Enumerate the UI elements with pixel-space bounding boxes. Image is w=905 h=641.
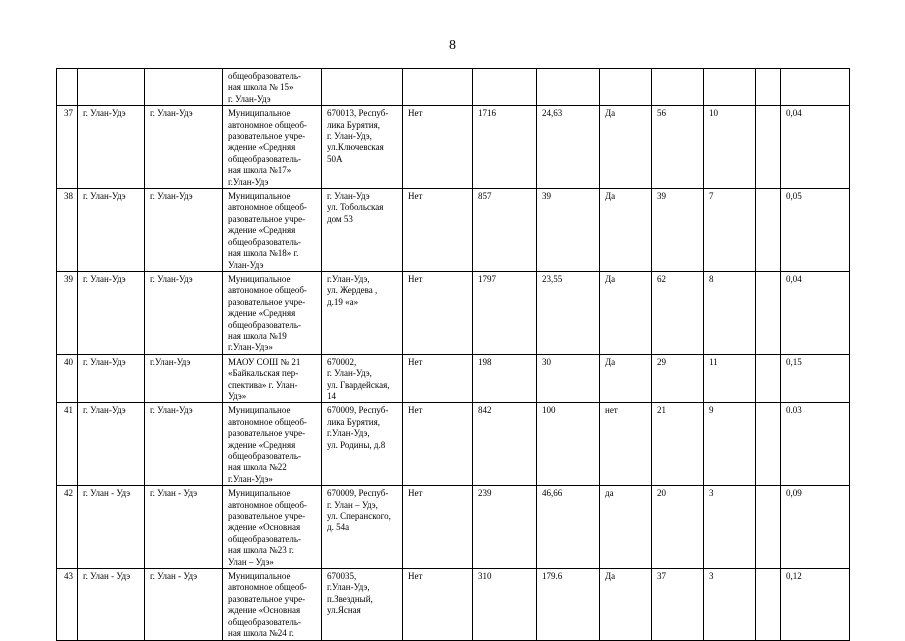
cell-text-line: ул.Ясная — [327, 605, 361, 616]
cell-text-line: Удэ» — [228, 390, 247, 401]
cell-text-line: г.Улан-Удэ, — [327, 273, 370, 284]
table-row — [57, 403, 850, 486]
count-cell — [473, 569, 537, 640]
cell-text-line: 37 — [657, 571, 666, 582]
address-cell — [322, 569, 403, 640]
cell-text-line: Муниципальное — [228, 488, 291, 499]
region-cell — [78, 354, 145, 403]
ratio-cell — [781, 106, 850, 189]
ratio-cell — [781, 569, 850, 640]
cell-text-line: 0,04 — [786, 108, 802, 119]
cell-text-line: д. 54а — [327, 522, 350, 533]
num-cell-b — [704, 189, 756, 272]
cell-text-line: г. Улан-Удэ — [327, 191, 370, 202]
cell-text-line: Нет — [408, 571, 423, 582]
cell-text-line: г. Улан - Удэ — [150, 488, 198, 499]
cell-text-line: 24,63 — [542, 108, 563, 119]
cell-text-line: ная школа №22 — [228, 462, 287, 473]
cell-text-line: общеобразователь- — [228, 71, 301, 81]
cell-text-line: Муниципальное — [228, 571, 291, 582]
cell-text-line: 62 — [657, 273, 666, 284]
cell-text-line: 41 — [64, 405, 73, 416]
cell-text-line: Нет — [408, 273, 423, 284]
cell-text-line: ждение «Основная — [228, 522, 301, 533]
count-cell — [473, 189, 537, 272]
cell-text-line: г. Улан-Удэ — [150, 405, 193, 416]
value-cell — [537, 569, 600, 640]
table-row — [57, 569, 850, 640]
cell-text-line: ная школа №19 — [228, 330, 287, 341]
ratio-cell — [781, 403, 850, 486]
region-cell — [78, 69, 145, 106]
cell-text-line: 179.6 — [542, 571, 563, 582]
cell-text-line: разовательное учре- — [228, 593, 306, 604]
yes-no-cell — [600, 189, 652, 272]
row-number — [57, 271, 78, 354]
cell-text-line: г. Улан-Удэ — [150, 191, 193, 202]
cell-text-line: ул. Сперанского, — [327, 511, 391, 522]
school-name-cell — [223, 69, 322, 106]
num-cell-a — [652, 271, 704, 354]
cell-text-line: ждение «Средняя — [228, 225, 296, 236]
empty-cell — [756, 354, 781, 403]
cell-text-line: ная школа №24 г. — [228, 628, 294, 639]
cell-text-line: да — [605, 488, 614, 499]
row-number — [57, 354, 78, 403]
cell-text-line: ждение «Средняя — [228, 439, 296, 450]
municipality-cell — [145, 69, 223, 106]
address-cell — [322, 486, 403, 569]
value-cell — [537, 271, 600, 354]
num-cell-b — [704, 403, 756, 486]
cell-text-line: 38 — [64, 191, 73, 202]
cell-text-line: ул. Тобольская — [327, 202, 384, 213]
cell-text-line: автономное общеоб- — [228, 582, 307, 593]
cell-text-line: 39 — [657, 191, 666, 202]
ratio-cell — [781, 69, 850, 106]
value-cell — [537, 69, 600, 106]
school-name-cell — [223, 569, 322, 640]
cell-text-line: 10 — [709, 108, 718, 119]
cell-text-line: г. Улан-Удэ — [83, 108, 126, 119]
region-cell — [78, 569, 145, 640]
cell-text-line: г.Улан-Удэ» — [228, 342, 273, 353]
cell-text-line: автономное общеоб- — [228, 285, 307, 296]
cell-text-line: Нет — [408, 488, 423, 499]
num-cell-b — [704, 569, 756, 640]
cell-text-line: ная школа №23 г. — [228, 545, 294, 556]
num-cell-a — [652, 403, 704, 486]
cell-text-line: Нет — [408, 108, 423, 119]
cell-text-line: д.19 «а» — [327, 296, 359, 307]
municipality-cell — [145, 569, 223, 640]
num-cell-a — [652, 106, 704, 189]
cell-text-line: нет — [605, 405, 618, 416]
cell-text-line: г. Улан-Удэ — [83, 356, 126, 367]
empty-cell — [756, 69, 781, 106]
cell-text-line: 23,55 — [542, 273, 563, 284]
cell-text-line: разовательное учре- — [228, 428, 306, 439]
cell-text-line: 0,04 — [786, 273, 802, 284]
cell-text-line: ул.Ключевская — [327, 142, 384, 153]
cell-text-line: 8 — [709, 273, 714, 284]
row-number — [57, 189, 78, 272]
cell-text-line: Да — [605, 191, 616, 202]
empty-cell — [756, 403, 781, 486]
cell-text-line: разовательное учре- — [228, 213, 306, 224]
cell-text-line: 0,12 — [786, 571, 802, 582]
school-name-cell — [223, 189, 322, 272]
cell-text-line: 0,09 — [786, 488, 802, 499]
cell-text-line: Нет — [408, 405, 423, 416]
value-cell — [537, 354, 600, 403]
num-cell-a — [652, 354, 704, 403]
num-cell-a — [652, 486, 704, 569]
cell-text-line: «Байкальская пер- — [228, 368, 299, 379]
cell-text-line: Муниципальное — [228, 405, 291, 416]
cell-text-line: 0,05 — [786, 191, 802, 202]
table-row — [57, 69, 850, 106]
ratio-cell — [781, 354, 850, 403]
cell-text-line: 670035, — [327, 571, 357, 582]
address-cell — [322, 69, 403, 106]
cell-text-line: спектива» г. Улан- — [228, 379, 298, 390]
cell-text-line: 30 — [542, 356, 551, 367]
cell-text-line: автономное общеоб- — [228, 499, 307, 510]
cell-text-line: 11 — [709, 356, 718, 367]
cell-text-line: общеобразователь- — [228, 533, 301, 544]
region-cell — [78, 189, 145, 272]
cell-text-line: г. Улан-Удэ — [150, 273, 193, 284]
cell-text-line: 1716 — [478, 108, 496, 119]
empty-cell — [756, 106, 781, 189]
cell-text-line: 29 — [657, 356, 666, 367]
cell-text-line: г.Улан-Удэ» — [228, 473, 273, 484]
schools-table — [56, 68, 850, 641]
cell-text-line: общеобразователь- — [228, 236, 301, 247]
num-cell-a — [652, 69, 704, 106]
cell-text-line: г. Улан-Удэ — [83, 405, 126, 416]
empty-cell — [756, 486, 781, 569]
cell-text-line: 39 — [542, 191, 551, 202]
cell-text-line: 39 — [64, 273, 73, 284]
table-row — [57, 106, 850, 189]
table-row — [57, 354, 850, 403]
cell-text-line: Муниципальное — [228, 108, 291, 119]
cell-text-line: г. Улан-Удэ — [83, 191, 126, 202]
table-row — [57, 486, 850, 569]
cell-text-line: 198 — [478, 356, 492, 367]
cell-text-line: 20 — [657, 488, 666, 499]
cell-text-line: Нет — [408, 356, 423, 367]
cell-text-line: разовательное учре- — [228, 296, 306, 307]
flag-cell — [403, 486, 473, 569]
flag-cell — [403, 271, 473, 354]
cell-text-line: 14 — [327, 390, 336, 401]
address-cell — [322, 189, 403, 272]
cell-text-line: автономное общеоб- — [228, 202, 307, 213]
address-cell — [322, 271, 403, 354]
flag-cell — [403, 189, 473, 272]
count-cell — [473, 486, 537, 569]
cell-text-line: ждение «Средняя — [228, 142, 296, 153]
region-cell — [78, 106, 145, 189]
cell-text-line: разовательное учре- — [228, 131, 306, 142]
yes-no-cell — [600, 486, 652, 569]
cell-text-line: лика Бурятия, — [327, 416, 381, 427]
cell-text-line: г. Улан-Удэ, — [327, 368, 372, 379]
region-cell — [78, 486, 145, 569]
cell-text-line: 670002, — [327, 356, 357, 367]
empty-cell — [756, 569, 781, 640]
cell-text-line: 50А — [327, 153, 343, 164]
municipality-cell — [145, 354, 223, 403]
cell-text-line: 100 — [542, 405, 556, 416]
cell-text-line: Муниципальное — [228, 191, 291, 202]
row-number — [57, 569, 78, 640]
municipality-cell — [145, 403, 223, 486]
cell-text-line: Да — [605, 273, 616, 284]
address-cell — [322, 403, 403, 486]
ratio-cell — [781, 271, 850, 354]
num-cell-b — [704, 106, 756, 189]
cell-text-line: автономное общеоб- — [228, 416, 307, 427]
cell-text-line: общеобразователь- — [228, 616, 301, 627]
school-name-cell — [223, 106, 322, 189]
count-cell — [473, 69, 537, 106]
cell-text-line: 3 — [709, 571, 714, 582]
cell-text-line: ждение «Основная — [228, 605, 301, 616]
cell-text-line: 857 — [478, 191, 492, 202]
cell-text-line: разовательное учре- — [228, 511, 306, 522]
page-number: 8 — [449, 38, 456, 53]
yes-no-cell — [600, 403, 652, 486]
cell-text-line: г.Улан-Удэ — [150, 356, 191, 367]
cell-text-line: лика Бурятия, — [327, 119, 381, 130]
row-number — [57, 106, 78, 189]
cell-text-line: 42 — [64, 488, 73, 499]
cell-text-line: 310 — [478, 571, 492, 582]
cell-text-line: 670009, Респуб- — [327, 488, 389, 499]
cell-text-line: 40 — [64, 356, 73, 367]
cell-text-line: 7 — [709, 191, 714, 202]
cell-text-line: дом 53 — [327, 213, 353, 224]
num-cell-a — [652, 569, 704, 640]
cell-text-line: Да — [605, 108, 616, 119]
yes-no-cell — [600, 569, 652, 640]
flag-cell — [403, 403, 473, 486]
cell-text-line: 9 — [709, 405, 714, 416]
school-name-cell — [223, 354, 322, 403]
cell-text-line: г.Улан-Удэ, — [327, 428, 370, 439]
municipality-cell — [145, 486, 223, 569]
region-cell — [78, 403, 145, 486]
flag-cell — [403, 569, 473, 640]
cell-text-line: ная школа № 15» — [228, 82, 294, 93]
cell-text-line: Муниципальное — [228, 273, 291, 284]
flag-cell — [403, 69, 473, 106]
cell-text-line: общеобразователь- — [228, 153, 301, 164]
municipality-cell — [145, 271, 223, 354]
cell-text-line: 3 — [709, 488, 714, 499]
ratio-cell — [781, 486, 850, 569]
municipality-cell — [145, 189, 223, 272]
address-cell — [322, 354, 403, 403]
cell-text-line: г. Улан-Удэ — [228, 93, 271, 104]
cell-text-line: МАОУ СОШ № 21 — [228, 356, 301, 367]
cell-text-line: г.Улан-Удэ, — [327, 582, 370, 593]
yes-no-cell — [600, 354, 652, 403]
empty-cell — [756, 271, 781, 354]
num-cell-b — [704, 354, 756, 403]
count-cell — [473, 271, 537, 354]
cell-text-line: 56 — [657, 108, 666, 119]
value-cell — [537, 189, 600, 272]
cell-text-line: г. Улан – Удэ, — [327, 499, 378, 510]
row-number — [57, 69, 78, 106]
cell-text-line: Улан – Удэ» — [228, 556, 274, 567]
cell-text-line: 670009, Респуб- — [327, 405, 389, 416]
cell-text-line: г. Улан-Удэ — [150, 108, 193, 119]
cell-text-line: ул. Гвардейская, — [327, 379, 390, 390]
num-cell-a — [652, 189, 704, 272]
cell-text-line: 46,66 — [542, 488, 563, 499]
cell-text-line: г. Улан-Удэ, — [327, 131, 372, 142]
cell-text-line: 842 — [478, 405, 492, 416]
address-cell — [322, 106, 403, 189]
table-row — [57, 271, 850, 354]
yes-no-cell — [600, 106, 652, 189]
count-cell — [473, 403, 537, 486]
num-cell-b — [704, 486, 756, 569]
cell-text-line: Улан-Удэ — [228, 259, 264, 270]
cell-text-line: общеобразователь- — [228, 319, 301, 330]
yes-no-cell — [600, 69, 652, 106]
flag-cell — [403, 106, 473, 189]
cell-text-line: 0.03 — [786, 405, 802, 416]
school-name-cell — [223, 486, 322, 569]
cell-text-line: ная школа №17» — [228, 165, 292, 176]
cell-text-line: 43 — [64, 571, 73, 582]
cell-text-line: 239 — [478, 488, 492, 499]
ratio-cell — [781, 189, 850, 272]
region-cell — [78, 271, 145, 354]
num-cell-b — [704, 271, 756, 354]
cell-text-line: автономное общеоб- — [228, 119, 307, 130]
cell-text-line: 0,15 — [786, 356, 802, 367]
value-cell — [537, 403, 600, 486]
cell-text-line: 21 — [657, 405, 666, 416]
row-number — [57, 486, 78, 569]
cell-text-line: ул. Жердева , — [327, 285, 378, 296]
cell-text-line: Да — [605, 356, 616, 367]
cell-text-line: п.Звездный, — [327, 593, 373, 604]
yes-no-cell — [600, 271, 652, 354]
school-name-cell — [223, 271, 322, 354]
cell-text-line: Да — [605, 571, 616, 582]
cell-text-line: общеобразователь- — [228, 451, 301, 461]
cell-text-line: г. Улан - Удэ — [83, 571, 131, 582]
flag-cell — [403, 354, 473, 403]
table-row — [57, 189, 850, 272]
cell-text-line: 670013, Респуб- — [327, 108, 389, 119]
cell-text-line: Нет — [408, 191, 423, 202]
table-body — [57, 69, 850, 641]
cell-text-line: 1797 — [478, 273, 496, 284]
cell-text-line: г. Улан-Удэ — [83, 273, 126, 284]
num-cell-b — [704, 69, 756, 106]
row-number — [57, 403, 78, 486]
value-cell — [537, 106, 600, 189]
cell-text-line: 37 — [64, 108, 73, 119]
cell-text-line: ная школа №18» г. — [228, 248, 299, 259]
cell-text-line: г.Улан-Удэ — [228, 176, 269, 187]
value-cell — [537, 486, 600, 569]
count-cell — [473, 106, 537, 189]
municipality-cell — [145, 106, 223, 189]
empty-cell — [756, 189, 781, 272]
cell-text-line: ул. Родины, д.8 — [327, 439, 386, 450]
school-name-cell — [223, 403, 322, 486]
cell-text-line: ждение «Средняя — [228, 308, 296, 319]
count-cell — [473, 354, 537, 403]
cell-text-line: г. Улан - Удэ — [150, 571, 198, 582]
cell-text-line: г. Улан - Удэ — [83, 488, 131, 499]
